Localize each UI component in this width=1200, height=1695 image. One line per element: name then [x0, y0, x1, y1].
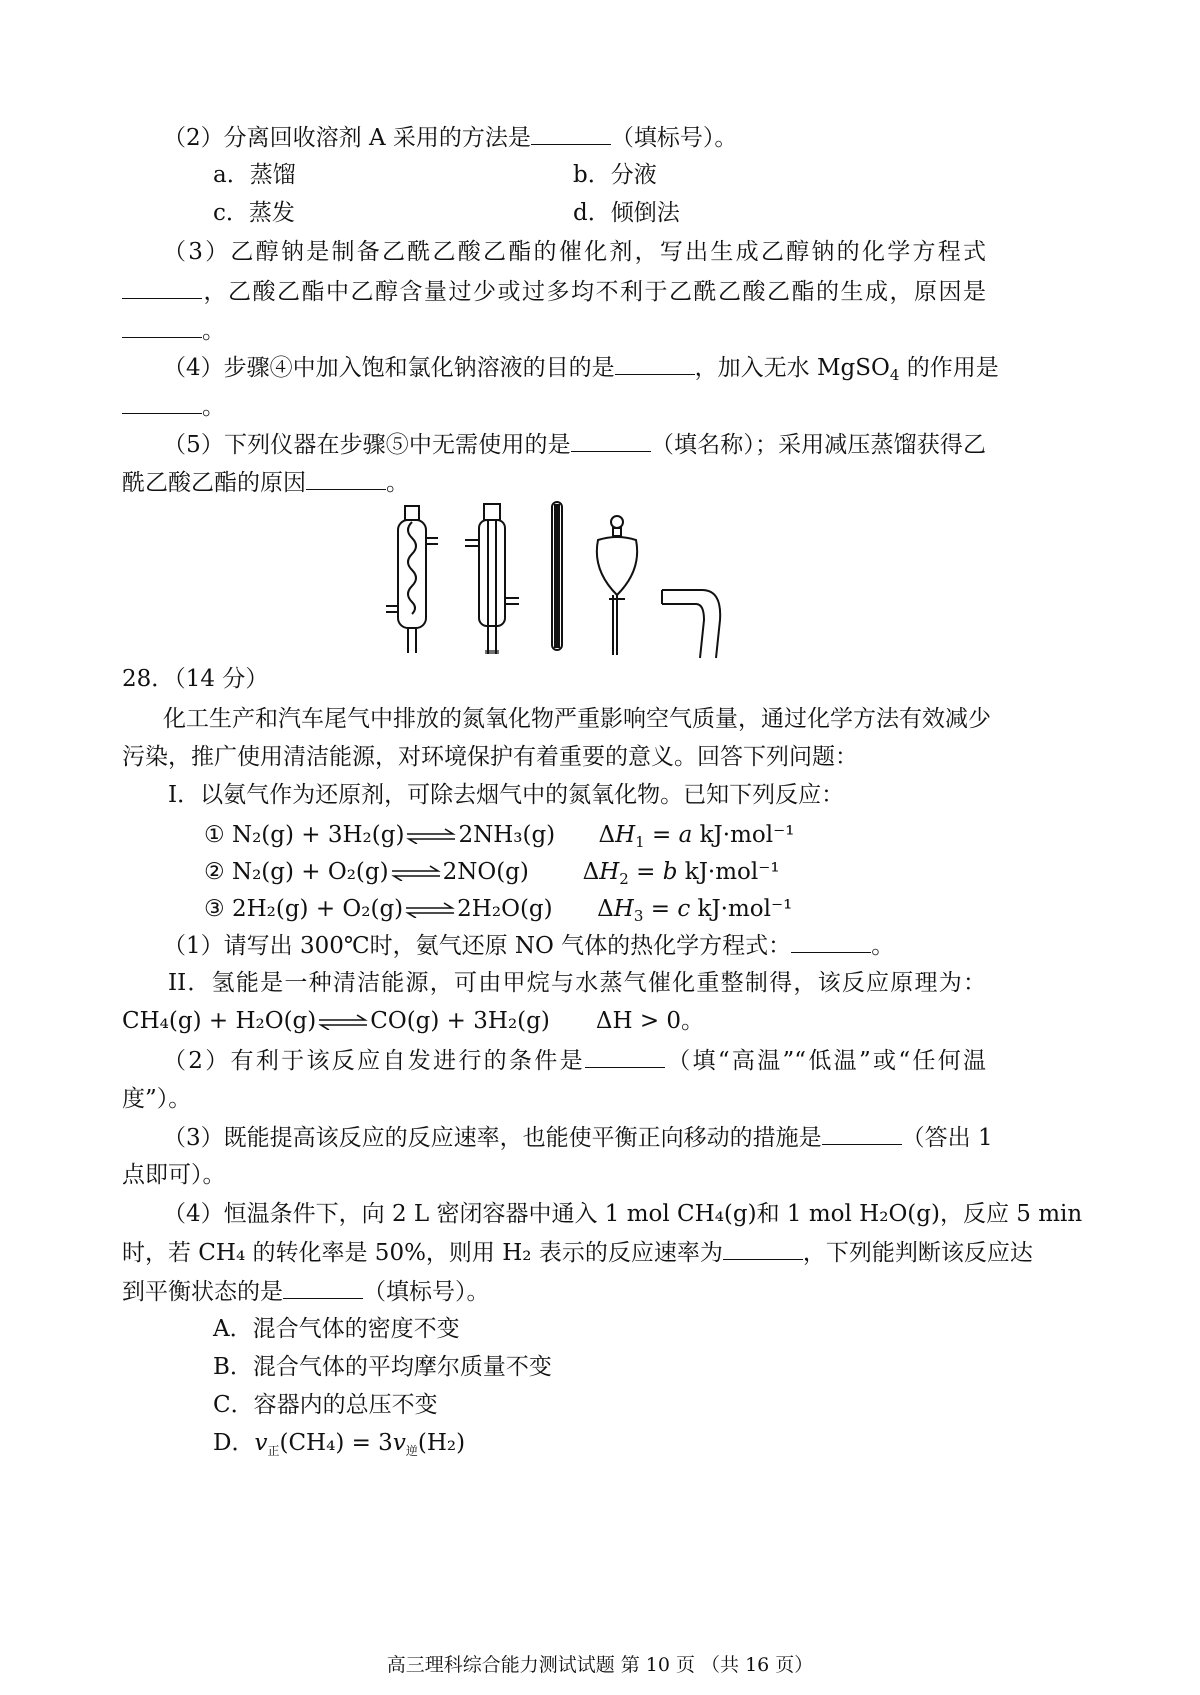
q27-part5-tail: （填名称）；采用减压蒸馏获得乙: [650, 432, 987, 458]
reaction-lhs: 2H₂(g) + O₂(g): [231, 896, 404, 922]
subscript: 4: [889, 366, 900, 384]
equilibrium-arrow-icon: [317, 1014, 369, 1030]
q28-part1: I．以氨气作为还原剂，可除去烟气中的氮氧化物。已知下列反应：: [168, 782, 845, 808]
q27-part4-mid: ，加入无水 MgSO: [694, 355, 890, 381]
enthalpy-variable: a: [678, 822, 693, 848]
rate-symbol: v: [254, 1430, 268, 1456]
rate-symbol: v: [392, 1430, 406, 1456]
delta-symbol: Δ: [582, 859, 600, 885]
equals-sign: =: [643, 896, 678, 922]
subscript-reverse: 逆: [405, 1444, 418, 1458]
enthalpy-unit: kJ·mol⁻¹: [677, 859, 780, 885]
q28-part2-line1: II．氢能是一种清洁能源，可由甲烷与水蒸气催化重整制得，该反应原理为：: [168, 970, 986, 996]
equation-enthalpy: ΔH > 0。: [595, 1008, 705, 1034]
bent-adapter-icon: [662, 590, 720, 658]
answer-blank[interactable]: [822, 1122, 902, 1145]
equilibrium-arrow-icon: [405, 828, 457, 844]
q27-part3-text: ，乙酸乙酯中乙醇含量过少或过多均不利于乙酰乙酸乙酯的生成，原因是: [202, 279, 986, 305]
answer-blank[interactable]: [122, 276, 202, 299]
reaction-lhs: N₂(g) + 3H₂(g): [231, 822, 405, 848]
q28-question4-text: 时，若 CH₄ 的转化率是 50%，则用 H₂ 表示的反应速率为: [122, 1240, 723, 1266]
choice-d-mid: (CH₄) = 3: [279, 1430, 393, 1456]
q28-intro-line1: 化工生产和汽车尾气中排放的氮氧化物严重影响空气质量，通过化学方法有效减少: [163, 706, 991, 732]
q28-question3-text: （3）既能提高该反应的反应速率，也能使平衡正向移动的措施是: [163, 1125, 822, 1151]
q27-part2-text: （2）分离回收溶剂 A 采用的方法是: [163, 125, 531, 151]
q28-question2-text: （2）有利于该反应自发进行的条件是: [163, 1048, 585, 1074]
q28-question4-line2: [122, 1237, 1033, 1268]
subscript-forward: 正: [267, 1444, 280, 1458]
q28-part2-equation: [122, 1006, 704, 1036]
q28-question1-text: （1）请写出 300℃时，氨气还原 NO 气体的热化学方程式：: [163, 933, 792, 959]
enthalpy-variable: c: [677, 896, 691, 922]
answer-blank[interactable]: [615, 352, 695, 375]
reaction-lhs: N₂(g) + O₂(g): [231, 859, 389, 885]
option-a: a．蒸馏: [213, 162, 296, 188]
enthalpy-subscript: 1: [635, 833, 645, 851]
equation-lhs: CH₄(g) + H₂O(g): [122, 1008, 317, 1034]
reaction-number: ②: [204, 859, 232, 885]
choice-b: B．混合气体的平均摩尔质量不变: [213, 1354, 552, 1380]
reaction-3: [204, 894, 792, 924]
enthalpy-symbol: H: [613, 896, 634, 922]
q27-part4-tail: 的作用是: [899, 355, 999, 381]
reaction-rhs: 2NH₃(g): [458, 822, 556, 848]
q27-part3-line2: [122, 276, 986, 307]
delta-symbol: Δ: [598, 822, 616, 848]
reaction-number: ①: [204, 822, 232, 848]
answer-blank[interactable]: [531, 122, 611, 145]
answer-blank[interactable]: [283, 1276, 363, 1299]
q28-question4-line3: [122, 1276, 490, 1307]
q28-question2-tail: （填“高温”“低温”或“任何温: [664, 1048, 987, 1074]
q28-question4-tail: ，下列能判断该反应达: [802, 1240, 1033, 1266]
enthalpy-unit: kJ·mol⁻¹: [690, 896, 793, 922]
q27-part5-text2: 酰乙酸乙酯的原因: [122, 470, 306, 496]
enthalpy-symbol: H: [599, 859, 620, 885]
equals-sign: =: [628, 859, 663, 885]
equilibrium-arrow-icon: [390, 865, 442, 881]
q28-intro-line2: 污染，推广使用清洁能源，对环境保护有着重要的意义。回答下列问题：: [122, 744, 858, 770]
q27-part2-tail: （填标号）。: [610, 125, 738, 151]
q28-question3-line1: [163, 1122, 993, 1153]
option-b: b．分液: [573, 162, 657, 188]
choice-d-label: D．: [213, 1430, 255, 1456]
enthalpy-subscript: 2: [619, 870, 629, 888]
q28-question2-line1: [163, 1045, 986, 1076]
q28-question3-tail: （答出 1: [901, 1125, 993, 1151]
q28-header: 28．（14 分）: [122, 666, 269, 692]
bulb-condenser-icon: [386, 506, 438, 653]
q27-part3-line3: [122, 315, 225, 346]
option-c: c．蒸发: [213, 200, 295, 226]
equilibrium-arrow-icon: [404, 902, 456, 918]
q27-part3-line1: （3）乙醇钠是制备乙酰乙酸乙酯的催化剂，写出生成乙醇钠的化学方程式: [163, 239, 986, 265]
separatory-funnel-icon: [597, 516, 637, 655]
equals-sign: =: [644, 822, 679, 848]
answer-blank[interactable]: [791, 930, 871, 953]
q28-question4-text3: 到平衡状态的是: [122, 1279, 283, 1305]
answer-blank[interactable]: [723, 1237, 803, 1260]
choice-d-end: (H₂): [417, 1430, 466, 1456]
q27-part4-text: （4）步骤④中加入饱和氯化钠溶液的目的是: [163, 355, 615, 381]
delta-symbol: Δ: [597, 896, 614, 922]
enthalpy-symbol: H: [615, 822, 636, 848]
straight-condenser-icon: [465, 504, 519, 654]
q27-part2-line: [163, 122, 737, 153]
enthalpy-unit: kJ·mol⁻¹: [692, 822, 795, 848]
q27-part4-line1: [163, 352, 999, 384]
equation-rhs: CO(g) + 3H₂(g): [370, 1008, 550, 1034]
q27-part4-line2: [122, 391, 225, 422]
q28-question4-tail3: （填标号）。: [363, 1279, 490, 1305]
answer-blank[interactable]: [571, 429, 651, 452]
reaction-1: [204, 820, 794, 850]
page-footer: 高三理科综合能力测试试题 第 10 页 （共 16 页）: [386, 1654, 814, 1676]
q27-part5-line2: [122, 467, 409, 498]
enthalpy-subscript: 3: [633, 907, 644, 925]
answer-blank[interactable]: [585, 1045, 665, 1068]
q27-part5-text: （5）下列仪器在步骤⑤中无需使用的是: [163, 432, 571, 458]
enthalpy-variable: b: [662, 859, 678, 885]
q28-question3-line2: 点即可）。: [122, 1162, 226, 1188]
reaction-rhs: 2H₂O(g): [457, 896, 553, 922]
choice-a: A．混合气体的密度不变: [213, 1316, 460, 1342]
reaction-number: ③: [204, 896, 232, 922]
lab-apparatus-figure: [380, 498, 740, 660]
reaction-2: [204, 857, 780, 887]
option-d: d．倾倒法: [573, 200, 680, 226]
q28-question2-line2: 度”）。: [122, 1086, 192, 1112]
period: 。: [202, 394, 225, 420]
period: 。: [386, 470, 409, 496]
answer-blank[interactable]: [122, 391, 202, 414]
choice-d: [213, 1428, 465, 1458]
q27-part5-line1: [163, 429, 986, 460]
period: 。: [871, 933, 895, 959]
answer-blank[interactable]: [122, 315, 202, 338]
reaction-rhs: 2NO(g): [442, 859, 529, 885]
period: 。: [202, 318, 225, 344]
choice-c: C．容器内的总压不变: [213, 1392, 438, 1418]
q28-question4-line1: （4）恒温条件下，向 2 L 密闭容器中通入 1 mol CH₄(g)和 1 mol H₂O(g)，反应 5 min: [163, 1201, 1083, 1227]
answer-blank[interactable]: [306, 467, 386, 490]
q28-question1: [163, 930, 894, 961]
